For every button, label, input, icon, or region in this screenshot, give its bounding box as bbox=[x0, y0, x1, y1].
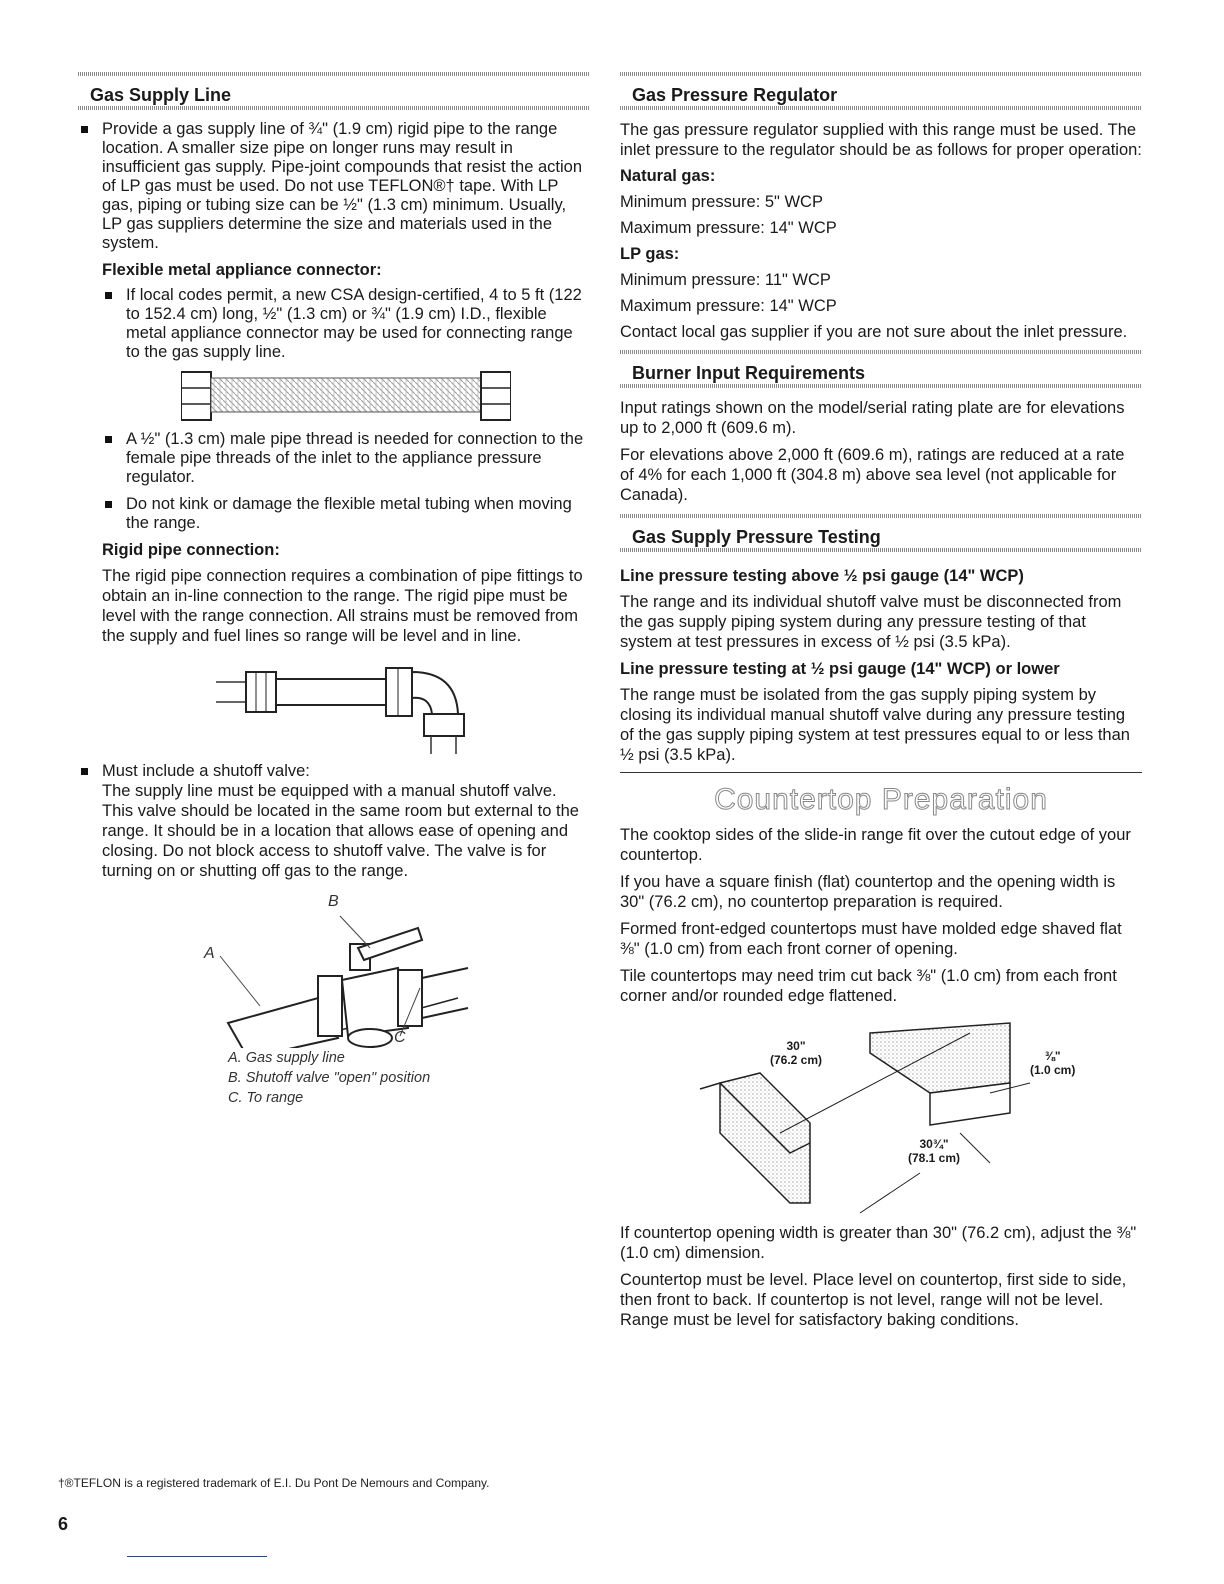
dim-3034: 30¾" bbox=[919, 1137, 949, 1151]
gas-supply-intro: Provide a gas supply line of ¾" (1.9 cm) rigid pipe to the range location. A smaller size pipe on longer runs may result in insufficient gas supply. Pipe-joint compounds that resist the action of LP gas must be used. Do not use TEFLON®† tape. With LP gas, piping or tubing size can be ½" (1.3 cm) minimum. Usually, LP gas suppliers determine the size and materials used in the system. bbox=[78, 120, 590, 253]
lp-gas-heading: LP gas: bbox=[620, 245, 680, 263]
lp-max: Maximum pressure: 14" WCP bbox=[620, 297, 837, 315]
dim-3034-label bbox=[908, 1137, 960, 1165]
left-column bbox=[78, 70, 590, 1108]
flex-bullet-3: Do not kink or damage the flexible metal tubing when moving the range. bbox=[102, 495, 590, 533]
burner-p2: For elevations above 2,000 ft (609.6 m), ratings are reduced at a rate of 4% for each 1,000 ft (304.8 m) above sea level (not applicable for Canada). bbox=[620, 446, 1125, 504]
rigid-pipe-illustration bbox=[216, 654, 476, 754]
caption-a: A. Gas supply line bbox=[228, 1050, 345, 1066]
rigid-pipe-text: The rigid pipe connection requires a combination of pipe fittings to obtain an in-line connection to the range. The rigid pipe must be level with the range connection. All strains must be removed from the supply and fuel lines so range will be level and in line. bbox=[102, 567, 583, 645]
testing-above-text: The range and its individual shutoff valve must be disconnected from the gas supply piping system during any pressure testing of that system at test pressures in excess of ½ psi (3.5 kPa). bbox=[620, 593, 1122, 651]
dim-30-label bbox=[770, 1039, 822, 1067]
shutoff-bullet-title: Must include a shutoff valve: bbox=[78, 762, 590, 781]
countertop-p5: If countertop opening width is greater than 30" (76.2 cm), adjust the ⅜" (1.0 cm) dimension. bbox=[620, 1224, 1137, 1262]
dim-30-cm: (76.2 cm) bbox=[770, 1053, 823, 1067]
valve-captions bbox=[78, 1048, 590, 1108]
natural-gas-heading: Natural gas: bbox=[620, 167, 716, 185]
dim-38: ⅜" bbox=[1044, 1049, 1061, 1063]
testing-at-heading: Line pressure testing at ½ psi gauge (14" WCP) or lower bbox=[620, 660, 1060, 678]
section-divider bbox=[620, 772, 1142, 773]
dim-3034-cm: (78.1 cm) bbox=[908, 1151, 961, 1165]
countertop-figure bbox=[620, 1013, 1142, 1223]
natural-min: Minimum pressure: 5" WCP bbox=[620, 193, 823, 211]
caption-c: C. To range bbox=[228, 1090, 304, 1106]
burner-header bbox=[620, 348, 1142, 388]
right-column bbox=[620, 70, 1142, 1337]
gas-supply-line-heading: Gas Supply Line bbox=[90, 85, 232, 105]
page-number: 6 bbox=[58, 1514, 69, 1534]
gas-supply-line-header bbox=[78, 70, 590, 110]
burner-heading: Burner Input Requirements bbox=[632, 363, 866, 383]
shutoff-text: The supply line must be equipped with a manual shutoff valve. This valve should be located in the same room but external to the range. It should be in a location that allows ease of opening and closing. Do not block access to shutoff valve. The valve is for turning on or shutting off gas to the range. bbox=[102, 782, 579, 880]
shutoff-valve-illustration bbox=[78, 888, 590, 1048]
flex-bullet-1: If local codes permit, a new CSA design-certified, 4 to 5 ft (122 to 152.4 cm) long, ½" (1.3 cm) or ¾" (1.9 cm) I.D., flexible metal appliance connector may be used for connecting range to the gas supply line. bbox=[102, 286, 590, 362]
valve-label-c: C bbox=[394, 1029, 406, 1046]
countertop-p4: Tile countertops may need trim cut back ⅜" (1.0 cm) from each front corner and/or rounded edge flattened. bbox=[620, 967, 1117, 1005]
natural-max: Maximum pressure: 14" WCP bbox=[620, 219, 837, 237]
countertop-p2: If you have a square finish (flat) countertop and the opening width is 30" (76.2 cm), no countertop preparation is required. bbox=[620, 873, 1116, 911]
burner-p1: Input ratings shown on the model/serial rating plate are for elevations up to 2,000 ft (609.6 m). bbox=[620, 399, 1125, 437]
regulator-heading: Gas Pressure Regulator bbox=[632, 85, 838, 105]
countertop-p3: Formed front-edged countertops must have molded edge shaved flat ⅜" (1.0 cm) from each front corner of opening. bbox=[620, 920, 1122, 958]
testing-at-text: The range must be isolated from the gas supply piping system by closing its individual manual shutoff valve during any pressure testing of the gas supply piping system at test pressures equal to or less than ½ psi (3.5 kPa). bbox=[620, 686, 1130, 764]
countertop-illustration bbox=[620, 1013, 1142, 1223]
teflon-footnote: †®TEFLON is a registered trademark of E.I. Du Pont De Nemours and Company. bbox=[58, 1476, 490, 1490]
flex-bullet-2: A ½" (1.3 cm) male pipe thread is needed for connection to the female pipe threads of the inlet to the appliance pressure regulator. bbox=[102, 430, 590, 487]
regulator-contact: Contact local gas supplier if you are not sure about the inlet pressure. bbox=[620, 323, 1128, 341]
dim-38-cm: (1.0 cm) bbox=[1030, 1063, 1076, 1077]
countertop-p1: The cooktop sides of the slide-in range fit over the cutout edge of your countertop. bbox=[620, 826, 1131, 864]
regulator-intro: The gas pressure regulator supplied with this range must be used. The inlet pressure to the regulator should be as follows for proper operation: bbox=[620, 121, 1142, 159]
valve-label-a: A bbox=[204, 945, 215, 962]
caption-b: B. Shutoff valve "open" position bbox=[228, 1070, 431, 1086]
shutoff-valve-figure bbox=[78, 888, 590, 1048]
footer-line bbox=[127, 1556, 267, 1557]
regulator-header bbox=[620, 70, 1142, 110]
valve-label-b: B bbox=[328, 893, 339, 910]
testing-above-heading: Line pressure testing above ½ psi gauge (14" WCP) bbox=[620, 567, 1024, 585]
testing-header bbox=[620, 512, 1142, 552]
flexible-connector-illustration bbox=[181, 370, 511, 422]
lp-min: Minimum pressure: 11" WCP bbox=[620, 271, 831, 289]
dim-30: 30" bbox=[786, 1039, 806, 1053]
rigid-pipe-heading: Rigid pipe connection: bbox=[102, 541, 280, 559]
flex-connector-heading: Flexible metal appliance connector: bbox=[102, 261, 382, 279]
dim-38-label bbox=[1030, 1049, 1075, 1077]
countertop-title: Countertop Preparation bbox=[714, 783, 1048, 816]
countertop-p6: Countertop must be level. Place level on countertop, first side to side, then front to back. If countertop is not level, range will not be level. Range must be level for satisfactory baking conditions. bbox=[620, 1271, 1127, 1329]
testing-heading: Gas Supply Pressure Testing bbox=[632, 527, 881, 547]
